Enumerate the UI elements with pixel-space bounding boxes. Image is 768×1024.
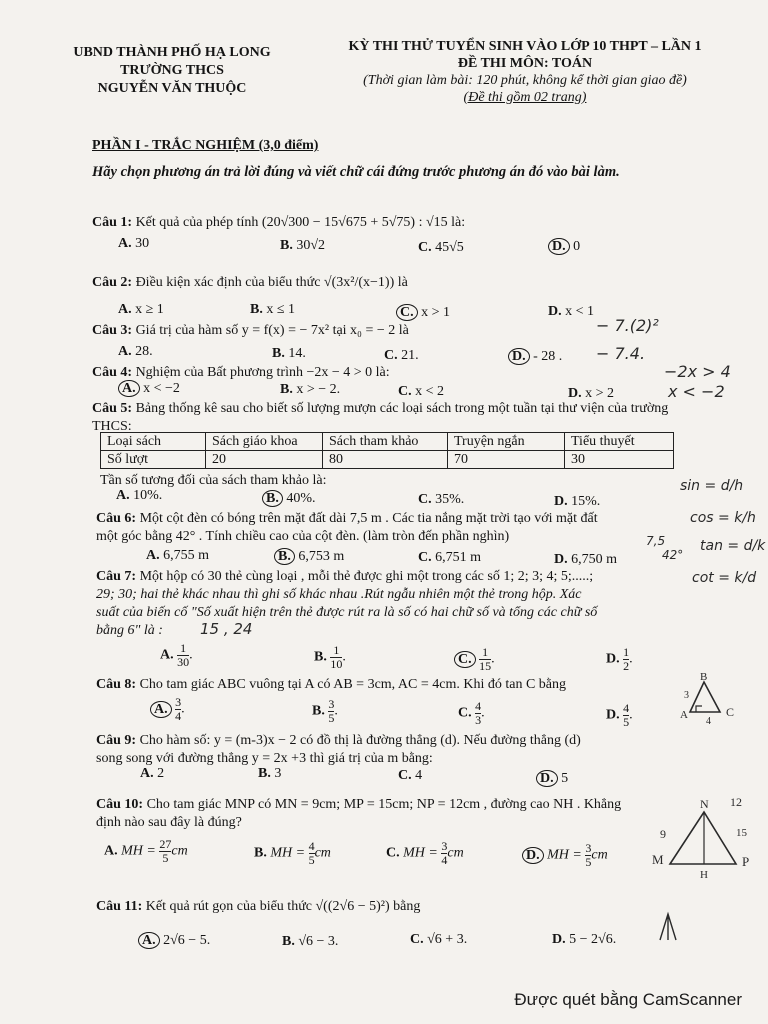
q8-option-d: D. $\frac{4}{5}$ . [606, 701, 633, 729]
question-10: Câu 10: Cho tam giác MNP có MN = 9cm; MP = 15cm; NP = 12cm , đường cao NH . Khẳng [96, 797, 622, 812]
header-line-1: UBND THÀNH PHỐ HẠ LONG [73, 45, 271, 60]
q1-option-a: A. 30 [118, 236, 150, 251]
q8-option-b: B. $\frac{3}{5}$ . [312, 697, 338, 725]
handwritten-note: −2x > 4 [664, 362, 731, 381]
sketch-label: 9 [660, 827, 666, 841]
question-2: Câu 2: Điều kiện xác định của biểu thức √(3x²/(x−1)) là [92, 275, 408, 290]
handwritten-note: cot = k/d [692, 570, 757, 586]
q10-option-b: B. MH = $\frac{4}{5}$ cm [254, 839, 331, 867]
q4-option-c: C. x < 2 [398, 384, 445, 399]
sketch-label: C [726, 705, 735, 719]
q2-option-a: A. x ≥ 1 [118, 302, 164, 317]
exam-time: (Thời gian làm bài: 120 phút, không kể thời gian giao đề) [363, 73, 687, 88]
q3-option-d: D. - 28 . [508, 348, 562, 365]
q11-option-a: A. 2√6 − 5. [138, 932, 210, 949]
q2-option-d: D. x < 1 [548, 304, 595, 319]
table-cell: Sách giáo khoa [206, 433, 323, 451]
question-6-line-2: một góc bằng 42° . Tính chiều cao của cột đèn. (làm tròn đến phần nghìn) [96, 529, 510, 544]
sketch-label: 3 [684, 690, 689, 701]
q7-option-a: A. $\frac{1}{30}$ . [160, 641, 193, 669]
handwritten-note: sin = d/h [680, 478, 744, 494]
table-cell: 80 [323, 451, 448, 469]
q9-option-d: D. 5 [536, 770, 568, 787]
q6-option-c: C. 6,751 m [418, 550, 482, 565]
question-7: Câu 7: Một hộp có 30 thẻ cùng loại , mỗi thẻ được ghi một trong các số 1; 2; 3; 4; 5;.....; [96, 569, 594, 584]
exam-pages: (Đề thi gồm 02 trang) [463, 90, 587, 105]
q11-option-b: B. √6 − 3. [282, 934, 339, 949]
q5-subquestion: Tần số tương đối của sách tham khảo là: [100, 473, 327, 488]
instruction: Hãy chọn phương án trả lời đúng và viết chữ cái đứng trước phương án đó vào bài làm. [92, 164, 620, 180]
table-cell: Sách tham khảo [323, 433, 448, 451]
q3-option-b: B. 14. [272, 346, 306, 361]
table-cell: Tiểu thuyết [565, 433, 674, 451]
q7-option-b: B. $\frac{1}{10}$ . [314, 643, 346, 671]
q1-option-c: C. 45√5 [418, 240, 464, 255]
q10-option-c: C. MH = $\frac{3}{4}$ cm [386, 839, 464, 867]
question-7-line-3: suất của biến cố "Số xuất hiện trên thẻ được rút ra là số có hai chữ số và tổng các chữ số [96, 605, 598, 620]
q3-option-a: A. 28. [118, 344, 153, 359]
question-9-line-2: song song với đường thẳng y = 2x +3 thì giá trị của m bằng: [96, 751, 433, 766]
sketch-label: H [700, 869, 708, 881]
question-8: Câu 8: Cho tam giác ABC vuông tại A có AB = 3cm, AC = 4cm. Khi đó tan C bằng [96, 677, 567, 692]
handwritten-note: x < −2 [668, 382, 725, 401]
sketch-label: 12 [730, 795, 742, 809]
q5-option-a: A. 10%. [116, 488, 163, 503]
sketch-label: N [700, 797, 709, 811]
handwritten-note: − 7.4. [596, 344, 646, 363]
q9-option-a: A. 2 [140, 766, 165, 781]
q4-option-d: D. x > 2 [568, 386, 615, 401]
table-cell: 20 [206, 451, 323, 469]
handwritten-note: cos = k/h [690, 510, 756, 526]
sketch-label: P [742, 854, 750, 869]
q5-option-d: D. 15%. [554, 494, 601, 509]
table-cell: Truyện ngắn [448, 433, 565, 451]
q3-option-c: C. 21. [384, 348, 419, 363]
question-7-line-4: bằng 6" là : [96, 623, 163, 638]
handwritten-note: 15 , 24 [200, 620, 253, 638]
table-cell: 70 [448, 451, 565, 469]
header-line-2: TRƯỜNG THCS [120, 63, 224, 78]
q11-option-d: D. 5 − 2√6. [552, 932, 617, 947]
q5-option-b: B. 40%. [262, 490, 316, 507]
sketch-triangle-abc [670, 668, 750, 728]
handwritten-note: tan = d/k [700, 538, 766, 554]
q4-option-a: A. x < −2 [118, 380, 180, 397]
question-5: Câu 5: Bảng thống kê sau cho biết số lượng mượn các loại sách trong một tuần tại thư viện của trường THCS: [92, 401, 669, 434]
q4-option-b: B. x > − 2. [280, 382, 341, 397]
sketch-label: M [652, 852, 664, 867]
header-line-3: NGUYỄN VĂN THUỘC [97, 81, 247, 96]
question-9: Câu 9: Cho hàm số: y = (m-3)x − 2 có đồ thị là đường thẳng (d). Nếu đường thẳng (d) [96, 733, 581, 748]
table-cell: Loại sách [101, 433, 206, 451]
q5-option-c: C. 35%. [418, 492, 465, 507]
table-row [101, 433, 674, 451]
question-7-line-2: 29; 30; hai thẻ khác nhau thì ghi số khác nhau .Rút ngẫu nhiên một thẻ trong hộp. Xác [96, 587, 582, 602]
q6-option-d: D. 6,750 m [554, 552, 618, 567]
q7-option-c: C. $\frac{1}{15}$ . [454, 646, 495, 673]
scanner-watermark: Được quét bằng CamScanner [514, 990, 742, 1009]
q6-option-b: B. 6,753 m [274, 548, 344, 565]
exam-title: KỲ THI THỬ TUYỂN SINH VÀO LỚP 10 THPT – LẦN 1 [348, 39, 702, 54]
question-1: Câu 1: Kết quả của phép tính (20√300 − 15√675 + 5√75) : √15 là: [92, 215, 466, 230]
table-cell: 30 [565, 451, 674, 469]
stats-table [100, 432, 674, 469]
section-title: PHẦN I - TRẮC NGHIỆM (3,0 điểm) [92, 138, 319, 153]
sketch-label: B [700, 671, 708, 683]
question-11: Câu 11: Kết quả rút gọn của biểu thức √((2√6 − 5)²) bằng [96, 899, 421, 914]
q1-option-d: D. 0 [548, 238, 580, 255]
q11-option-c: C. √6 + 3. [410, 932, 468, 947]
school-header [62, 44, 282, 98]
question-4: Câu 4: Nghiệm của Bất phương trình −2x − 4 > 0 là: [92, 365, 390, 380]
q9-option-b: B. 3 [258, 766, 282, 781]
sketch-triangle-mnp [640, 792, 768, 952]
q7-option-d: D. $\frac{1}{2}$ . [606, 645, 633, 673]
handwritten-note: 7,5 [646, 534, 666, 548]
q2-option-c: C. x > 1 [396, 304, 450, 321]
handwritten-note: 42° [662, 548, 684, 562]
table-row [101, 451, 674, 469]
q8-option-c: C. $\frac{4}{3}$ . [458, 699, 485, 727]
exam-header [320, 38, 730, 106]
question-6: Câu 6: Một cột đèn có bóng trên mặt đất dài 7,5 m . Các tia nắng mặt trời tạo với mặt đất [96, 511, 598, 526]
handwritten-note: − 7.(2)² [596, 316, 659, 335]
q1-option-b: B. 30√2 [280, 238, 326, 253]
q10-option-d: D. MH = $\frac{3}{5}$ cm [522, 842, 608, 869]
q8-option-a: A. $\frac{3}{4}$ . [150, 696, 185, 723]
q10-option-a: A. MH = $\frac{27}{5}$ cm [104, 837, 188, 865]
q2-option-b: B. x ≤ 1 [250, 302, 296, 317]
sketch-label: 4 [706, 716, 711, 727]
table-cell: Số lượt [101, 451, 206, 469]
sketch-label: 15 [736, 827, 747, 839]
exam-subject: ĐỀ THI MÔN: TOÁN [457, 56, 593, 71]
question-10-line-2: định nào sau đây là đúng? [96, 815, 242, 830]
question-3: Câu 3: Giá trị của hàm số y = f(x) = − 7x² tại x₀ = − 2 là [92, 323, 409, 338]
q6-option-a: A. 6,755 m [146, 548, 210, 563]
q9-option-c: C. 4 [398, 768, 423, 783]
sketch-label: A [680, 709, 688, 721]
